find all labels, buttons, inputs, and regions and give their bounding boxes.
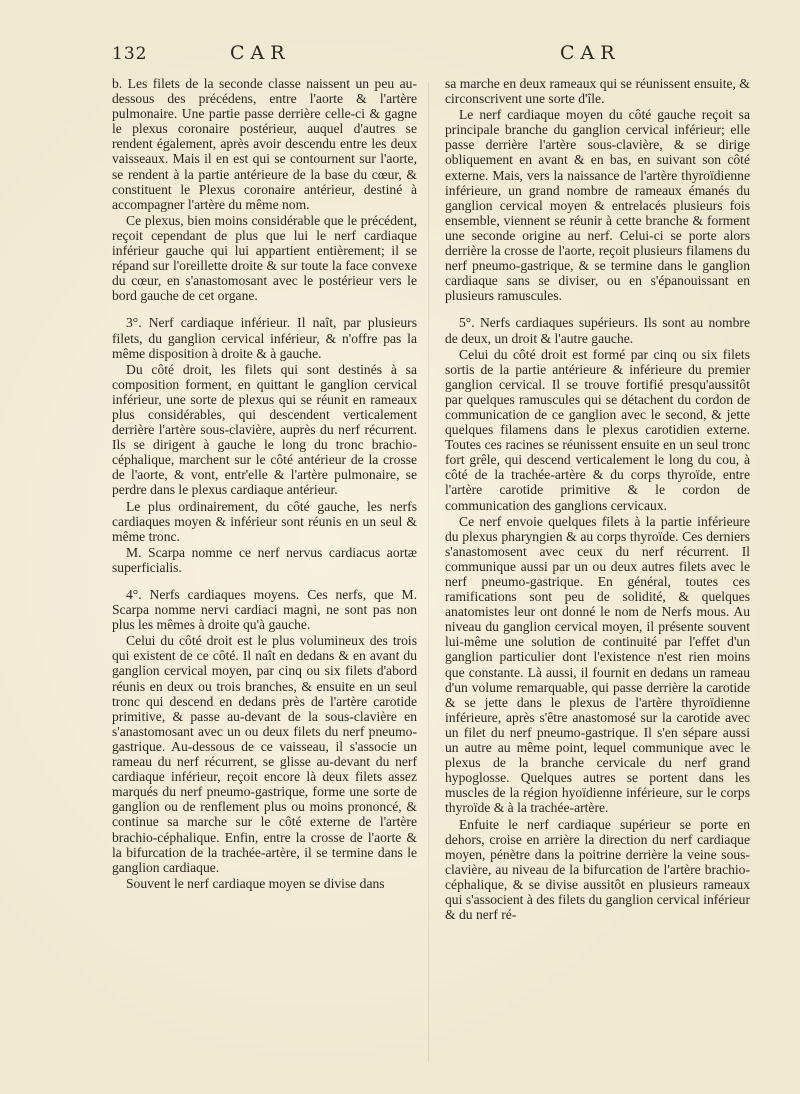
paragraph: Le nerf cardiaque moyen du côté gauche reçoit sa principale branche du ganglion cervical inférieur; elle passe derrière l'artère sous-clavière, & se dirige obliquement en avant & en bas, en suivant son côté externe. Mais, vers la naissance de l'artère thyroïdienne inférieure, un grand nombre de rameaux émanés du ganglion cervical moyen & entrelacés plusieurs fois ensemble, viennent se réunir à cette branche & forment une seconde origine au nerf. Celui-ci se porte alors derrière la crosse de l'aorte, reçoit plusieurs filamens du nerf pneumo-gastrique, & se termine dans le ganglion cardiaque sans se diviser, ou en s'épanouissant en plusieurs ramuscules. (445, 107, 750, 304)
section-paragraph: 3°. Nerf cardiaque inférieur. Il naît, par plusieurs filets, du ganglion cervical inférieur, & n'offre pas la même disposition à droite & à gauche. (112, 315, 417, 361)
paragraph: Enfuite le nerf cardiaque supérieur se porte en dehors, croise en arrière la direction du nerf cardiaque moyen, pénètre dans la poitrine derrière la veine sous-clavière, au niveau de la bifurcation de l'artère brachio-céphalique, & se divise aussitôt en plusieurs rameaux qui s'associent à des filets du ganglion cervical inférieur & du nerf ré- (445, 816, 750, 923)
section-paragraph: 4°. Nerfs cardiaques moyens. Ces nerfs, que M. Scarpa nomme nervi cardiaci magni, ne sont pas non plus les mêmes à droite qu'à gauche. (112, 587, 417, 633)
paragraph: Ce nerf envoie quelques filets à la partie inférieure du plexus pharyngien & au corps thyroïde. Ces derniers s'anastomosent avec ceux du nerf récurrent. Il communique aussi par un ou deux autres filets avec le nerf pneumo-gastrique. En général, toutes ces ramifications sont peu de solidité, & quelques anatomistes leur ont donné le nom de Nerfs mous. Au niveau du ganglion cervical moyen, il présente souvent lui-même une solution de continuité par l'effet d'un ganglion particulier dont l'existence n'est rien moins que constante. Là aussi, il fournit en dedans un rameau d'un volume remarquable, qui passe derrière la carotide & se jette dans le plexus de l'artère thyroïdienne inférieure, après s'être anastomosé sur la carotide avec un filet du nerf pneumo-gastrique. Il s'en sépare aussi un autre au même point, lequel communique avec le plexus de la branche cervicale du nerf grand hypoglosse. Quelques autres se portent dans les muscles de la région hyoïdienne inférieure, sur le corps thyroïde & à la trachée-artère. (445, 513, 750, 816)
paragraph: M. Scarpa nomme ce nerf nervus cardiacus aortæ superficialis. (112, 544, 417, 575)
left-column (112, 76, 417, 892)
paragraph: Du côté droit, les filets qui sont destinés à sa composition forment, en quittant le ganglion cervical inférieur, une sorte de plexus qui se réunit en rameaux plus considérables, qui descendent verticalement derrière l'artère sous-clavière, auprès du nerf récurrent. Ils se dirigent à gauche le long du tronc brachio-céphalique, marchent sur le côté antérieur de la crosse de l'aorte, & vont, entr'elle & l'artère pulmonaire, se perdre dans le plexus cardiaque antérieur. (112, 361, 417, 498)
right-running-title: CAR (560, 42, 621, 64)
running-header (112, 40, 752, 70)
paragraph: b. Les filets de la seconde classe naissent un peu au-dessous des précédens, entre l'aorte & l'artère pulmonaire. Une partie passe derrière celle-ci & gagne le plexus coronaire postérieur, auquel d'autres se rendent également, après avoir descendu entre les deux vaisseaux. Mais il en est qui se contournent sur l'aorte, se rendent à la partie antérieure de la base du cœur, & constituent le Plexus coronaire antérieur, destiné à accompagner l'artère du même nom. (112, 76, 417, 212)
page-number: 132 (112, 44, 148, 64)
column-divider (428, 82, 429, 1062)
paragraph: Le plus ordinairement, du côté gauche, les nerfs cardiaques moyen & inférieur sont réunis en un seul & même tronc. (112, 498, 417, 544)
paragraph: Celui du côté droit est formé par cinq ou six filets sortis de la partie antérieure & inférieure du premier ganglion cervical. Il se trouve fortifié presqu'aussitôt par quelques ramuscules qui se détachent du cordon de communication de ce ganglion avec le second, & jette quelques filamens dans le plexus carotidien externe. Toutes ces racines se réunissent ensuite en un seul tronc fort grêle, qui descend verticalement le long du cou, à côté de la trachée-artère & du corps thyroïde, entre l'artère carotide primitive & le cordon de communication des ganglions cervicaux. (445, 346, 750, 513)
right-column (445, 76, 750, 923)
paragraph: Ce plexus, bien moins considérable que le précédent, reçoit cependant de plus que lui le nerf cardiaque inférieur gauche qui lui appartient entièrement; il se répand sur l'oreillette droite & sur toute la face convexe du cœur, en s'anastomosant avec le postérieur vers le bord gauche de cet organe. (112, 212, 417, 304)
paragraph: Celui du côté droit est le plus volumineux des trois qui existent de ce côté. Il naît en dedans & en avant du ganglion cervical moyen, par cinq ou six filets d'abord réunis en deux ou trois branches, & ensuite en un seul tronc qui descend en dedans près de l'artère carotide primitive, & passe au-devant de la sous-clavière en s'anastomosant avec un ou deux filets du nerf pneumo-gastrique. Au-dessous de ce vaisseau, il s'associe un rameau du nerf récurrent, se glisse au-devant du nerf cardiaque inférieur, reçoit encore là deux filets assez marqués du nerf pneumo-gastrique, forme une sorte de ganglion ou de renflement plus ou moins prononcé, & continue sa marche sur le côté externe de l'artère brachio-céphalique. Enfin, entre la crosse de l'aorte & la bifurcation de la trachée-artère, il se termine dans le ganglion cardiaque. (112, 633, 417, 875)
left-running-title: CAR (230, 42, 291, 64)
paragraph: sa marche en deux rameaux qui se réunissent ensuite, & circonscrivent une sorte d'île. (445, 76, 750, 107)
paragraph: Souvent le nerf cardiaque moyen se divise dans (126, 875, 385, 891)
section-paragraph: 5°. Nerfs cardiaques supérieurs. Ils sont au nombre de deux, un droit & l'autre gauche. (445, 315, 750, 346)
